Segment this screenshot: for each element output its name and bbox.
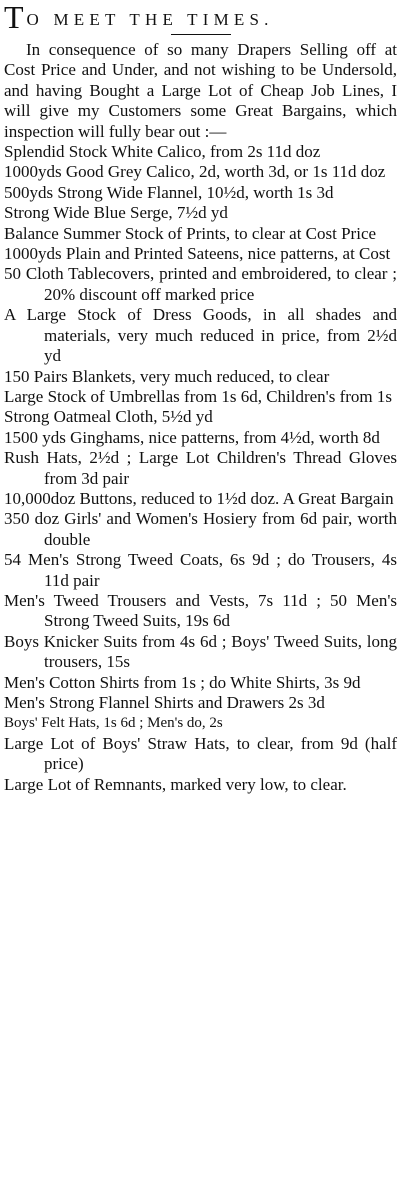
bargain-list [4,142,397,795]
bargain-item: Large Lot of Remnants, marked very low, to clear. [4,774,347,794]
intro-paragraph: In consequence of so many Drapers Selling off at Cost Price and Under, and not wishing to be Undersold, and having Bought a Large Lot of Cheap Job Lines, I will give my Customers some Great Bargains, which inspection will fully bear out :— [4,40,397,141]
headline-rule [171,34,231,35]
bargain-item: 50 Cloth Tablecovers, printed and embroidered, to clear ; 20% discount off marked price [4,264,397,304]
headline [4,0,397,34]
bargain-item: 500yds Strong Wide Flannel, 10½d, worth 1s 3d [4,182,334,202]
bargain-item: Strong Wide Blue Serge, 7½d yd [4,203,228,223]
bargain-item: A Large Stock of Dress Goods, in all shades and materials, very much reduced in price, from 2½d yd [4,305,397,366]
bargain-item: 1000yds Good Grey Calico, 2d, worth 3d, or 1s 11d doz [4,162,386,182]
bargain-item: 1500 yds Ginghams, nice patterns, from 4½d, worth 8d [4,427,380,447]
bargain-item: Boys' Felt Hats, 1s 6d ; Men's do, 2s [4,715,223,732]
bargain-item: 350 doz Girls' and Women's Hosiery from 6d pair, worth double [4,509,397,549]
bargain-item: Rush Hats, 2½d ; Large Lot Children's Thread Gloves from 3d pair [4,448,397,488]
bargain-item: Men's Strong Flannel Shirts and Drawers 2s 3d [4,693,325,712]
bargain-item: Men's Tweed Trousers and Vests, 7s 11d ; 50 Men's Strong Tweed Suits, 19s 6d [4,590,397,631]
headline-initial: T [4,0,27,35]
bargain-item: Splendid Stock White Calico, from 2s 11d doz [4,142,321,162]
bargain-item: 1000yds Plain and Printed Sateens, nice patterns, at Cost [4,244,391,264]
bargain-item: Strong Oatmeal Cloth, 5½d yd [4,407,213,427]
bargain-item: 54 Men's Strong Tweed Coats, 6s 9d ; do Trousers, 4s 11d pair [4,550,397,590]
bargain-item: Balance Summer Stock of Prints, to clear at Cost Price [4,223,377,243]
bargain-item: Boys Knicker Suits from 4s 6d ; Boys' Tweed Suits, long trousers, 15s [4,631,397,672]
bargain-item: Large Lot of Boys' Straw Hats, to clear, from 9d (half price) [4,733,397,774]
headline-text: O MEET THE TIMES. [26,10,274,29]
bargain-item: 10,000doz Buttons, reduced to 1½d doz. A Great Bargain [4,488,394,508]
bargain-item: Men's Cotton Shirts from 1s ; do White Shirts, 3s 9d [4,672,361,692]
bargain-item: Large Stock of Umbrellas from 1s 6d, Children's from 1s [4,386,393,406]
bargain-item: 150 Pairs Blankets, very much reduced, to clear [4,366,330,386]
